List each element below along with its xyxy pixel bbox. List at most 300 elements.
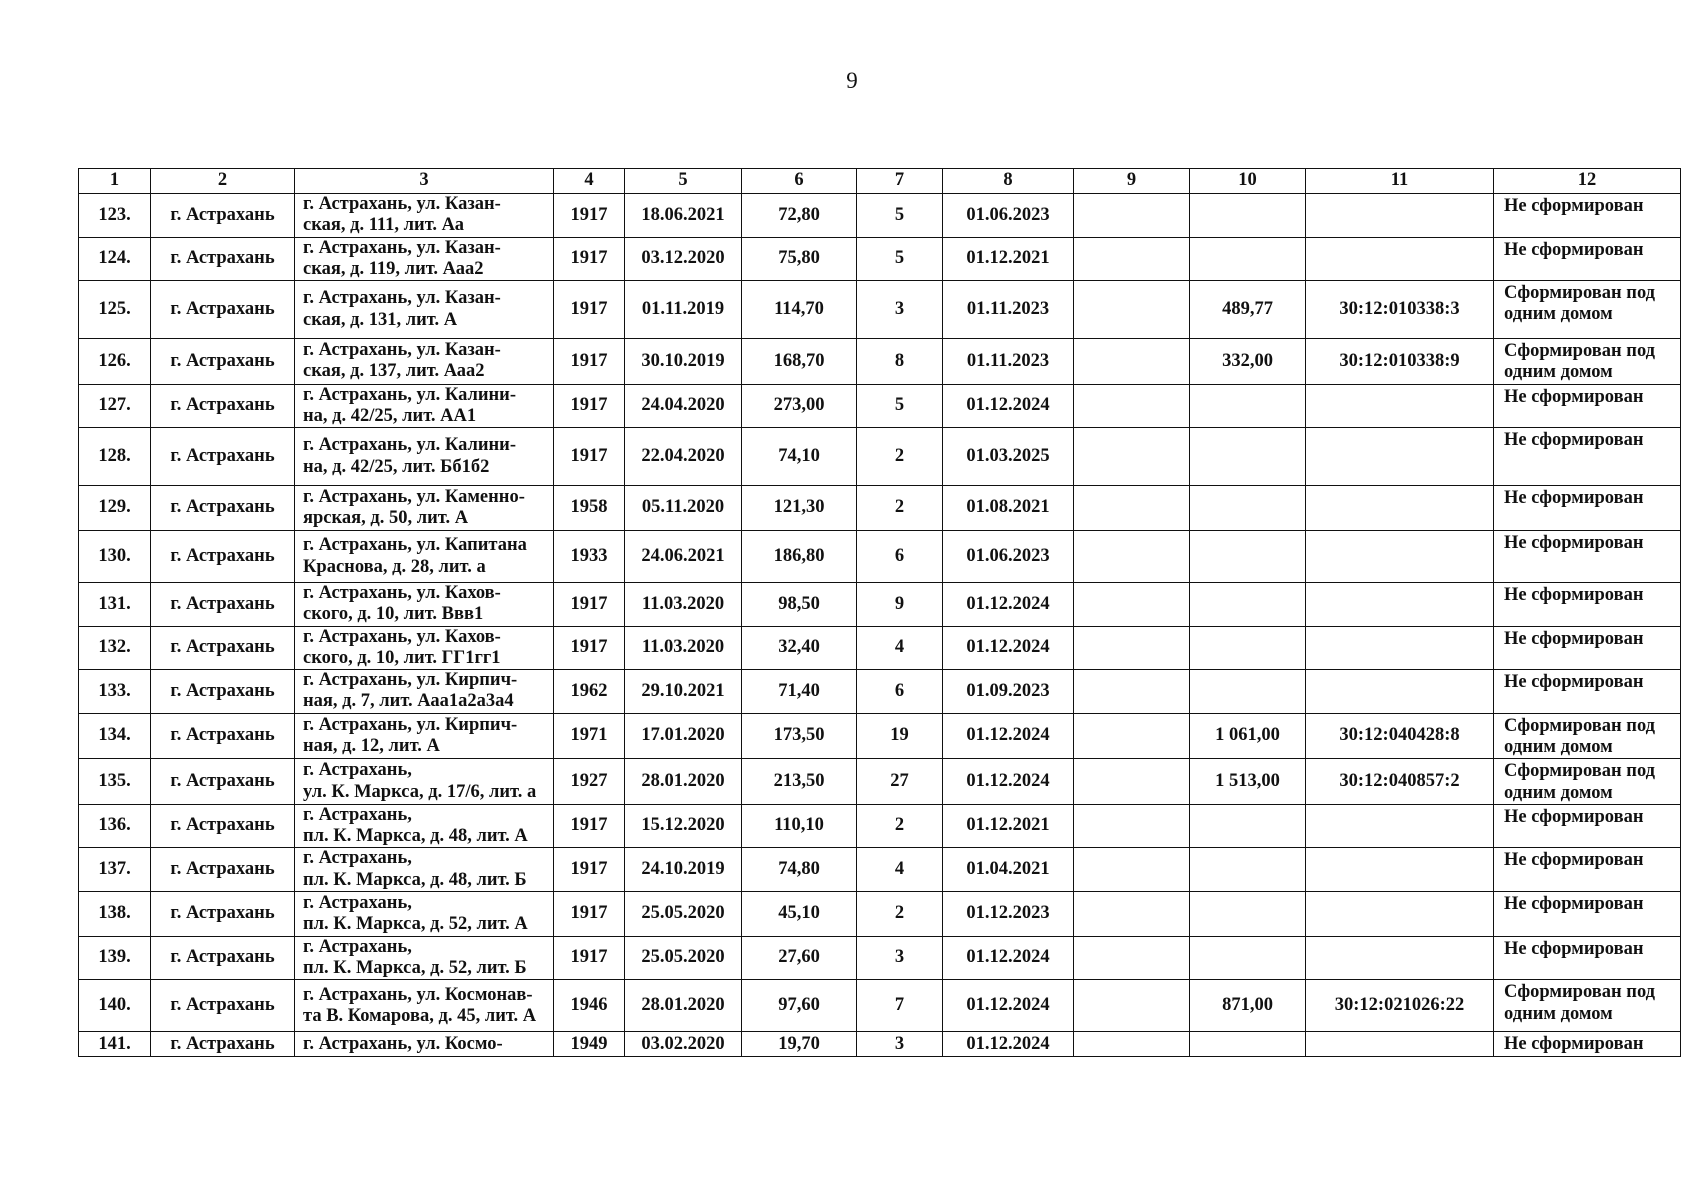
table-row [79,237,1681,281]
land-status-cell [1494,194,1681,238]
land-status-line-1: Не сформирован [1504,239,1644,260]
recognition-date: 05.11.2020 [641,497,725,518]
land-area-cell [1190,670,1306,714]
municipality: г. Астрахань [170,858,275,879]
row-number-cell [79,583,151,627]
date-cell [625,583,742,627]
column-header: 10 [1190,169,1306,194]
year-cell [554,1032,625,1057]
land-status-line-1: Не сформирован [1504,628,1644,649]
area-cell [742,936,857,980]
table-row [79,759,1681,805]
land-area-cell [1190,936,1306,980]
address-line-2: пл. К. Маркса, д. 52, лит. А [303,913,528,934]
planned-date: 01.03.2025 [966,445,1050,466]
residents-cell [857,384,943,428]
area-cell [742,281,857,339]
address-cell [295,531,554,583]
column-header: 7 [857,169,943,194]
address-line-1: г. Астрахань, ул. Калини- [303,384,516,405]
planned-date-cell [943,237,1074,281]
area-value: 19,70 [778,1033,820,1054]
year-built: 1962 [570,680,608,701]
table-row [79,626,1681,670]
date-cell [625,980,742,1032]
recognition-date: 11.03.2020 [641,593,725,614]
recognition-date: 15.12.2020 [641,815,725,836]
row-number-cell [79,759,151,805]
cadastral-number: 30:12:010338:3 [1339,298,1460,319]
address-line-2: ская, д. 119, лит. Ааа2 [303,258,484,279]
planned-date-cell [943,384,1074,428]
address-line-1: г. Астрахань, [303,936,412,957]
land-area-cell [1190,759,1306,805]
column-9-cell [1074,1032,1190,1057]
municipality: г. Астрахань [170,298,275,319]
area-value: 121,30 [773,497,825,518]
municipality-cell [151,583,295,627]
recognition-date: 24.06.2021 [641,545,725,566]
residents-count: 4 [894,858,905,879]
planned-date-cell [943,804,1074,848]
address-line-1: г. Астрахань, ул. Калини- [303,435,516,456]
cadastral-cell [1306,848,1494,892]
date-cell [625,848,742,892]
table-row [79,1032,1681,1057]
year-cell [554,713,625,759]
municipality: г. Астрахань [170,395,275,416]
cadastral-number: 30:12:010338:9 [1339,350,1460,371]
address-line-2: пл. К. Маркса, д. 48, лит. Б [303,869,527,890]
table-row [79,804,1681,848]
column-header: 1 [79,169,151,194]
column-header: 11 [1306,169,1494,194]
land-area: 871,00 [1222,995,1273,1016]
planned-date: 01.06.2023 [966,204,1050,225]
municipality-cell [151,384,295,428]
year-cell [554,281,625,339]
recognition-date: 18.06.2021 [641,204,725,225]
column-9-cell [1074,848,1190,892]
land-area: 489,77 [1222,298,1273,319]
date-cell [625,670,742,714]
column-9-cell [1074,626,1190,670]
row-number: 130. [98,545,131,566]
year-cell [554,804,625,848]
date-cell [625,1032,742,1057]
planned-date-cell [943,486,1074,531]
planned-date: 01.11.2023 [966,350,1050,371]
cadastral-cell [1306,670,1494,714]
address-line-2: ская, д. 137, лит. Ааа2 [303,361,485,382]
area-value: 168,70 [773,350,825,371]
land-area-cell [1190,980,1306,1032]
residents-cell [857,281,943,339]
residents-cell [857,891,943,936]
column-9-cell [1074,281,1190,339]
land-area-cell [1190,583,1306,627]
residents-count: 2 [894,903,905,924]
land-area-cell [1190,713,1306,759]
area-cell [742,384,857,428]
area-value: 45,10 [778,903,820,924]
row-number: 123. [98,204,131,225]
residents-count: 3 [894,947,905,968]
residents-count: 27 [890,770,909,791]
land-status-line-2: одним домом [1504,782,1613,803]
residents-count: 9 [894,593,905,614]
address-cell [295,237,554,281]
table-row [79,428,1681,486]
residents-count: 2 [894,497,905,518]
cadastral-cell [1306,384,1494,428]
land-area-cell [1190,428,1306,486]
row-number-cell [79,384,151,428]
date-cell [625,281,742,339]
row-number-cell [79,531,151,583]
land-area: 1 061,00 [1215,725,1280,746]
cadastral-cell [1306,980,1494,1032]
address-line-2: на, д. 42/25, лит. Бб1б2 [303,456,490,477]
recognition-date: 11.03.2020 [641,637,725,658]
area-cell [742,670,857,714]
recognition-date: 25.05.2020 [641,903,725,924]
residents-cell [857,670,943,714]
address-line-2: ская, д. 131, лит. А [303,309,458,330]
address-cell [295,848,554,892]
municipality: г. Астрахань [170,995,275,1016]
address-line-1: г. Астрахань, ул. Казан- [303,288,501,309]
year-built: 1917 [570,298,608,319]
municipality-cell [151,670,295,714]
recognition-date: 28.01.2020 [641,995,725,1016]
address-line-1: г. Астрахань, ул. Каменно- [303,486,525,507]
row-number: 124. [98,248,131,269]
address-cell [295,583,554,627]
planned-date: 01.04.2021 [966,858,1050,879]
land-status-cell [1494,486,1681,531]
land-status-line-1: Не сформирован [1504,850,1644,871]
land-area-cell [1190,848,1306,892]
area-cell [742,891,857,936]
row-number-cell [79,626,151,670]
residents-cell [857,713,943,759]
planned-date: 01.08.2021 [966,497,1050,518]
row-number-cell [79,1032,151,1057]
residents-count: 8 [894,350,905,371]
date-cell [625,384,742,428]
row-number-cell [79,670,151,714]
residents-cell [857,936,943,980]
address-cell [295,759,554,805]
municipality-cell [151,980,295,1032]
year-built: 1917 [570,593,608,614]
column-number-header-row [79,169,1681,194]
table-row [79,713,1681,759]
address-line-1: г. Астрахань, [303,804,412,825]
land-area-cell [1190,626,1306,670]
date-cell [625,194,742,238]
planned-date: 01.12.2024 [966,1033,1050,1054]
row-number: 137. [98,858,131,879]
residents-count: 2 [894,445,905,466]
land-status-line-2: одним домом [1504,362,1613,383]
land-status-cell [1494,583,1681,627]
recognition-date: 30.10.2019 [641,350,725,371]
recognition-date: 28.01.2020 [641,770,725,791]
residents-cell [857,759,943,805]
planned-date-cell [943,626,1074,670]
year-cell [554,848,625,892]
column-header: 2 [151,169,295,194]
planned-date: 01.12.2024 [966,770,1050,791]
area-cell [742,486,857,531]
planned-date: 01.12.2021 [966,248,1050,269]
address-line-2: ул. К. Маркса, д. 17/6, лит. а [303,781,537,802]
column-header: 6 [742,169,857,194]
land-status-line-1: Не сформирован [1504,533,1644,554]
year-built: 1946 [570,995,608,1016]
address-line-2: ского, д. 10, лит. Ввв1 [303,604,484,625]
residents-count: 5 [894,395,905,416]
land-status-cell [1494,1032,1681,1057]
address-line-1: г. Астрахань, ул. Кирпич- [303,670,518,691]
cadastral-cell [1306,713,1494,759]
address-cell [295,339,554,385]
column-header: 9 [1074,169,1190,194]
address-line-1: г. Астрахань, ул. Космонав- [303,984,533,1005]
planned-date: 01.12.2024 [966,593,1050,614]
table-row [79,891,1681,936]
land-status-cell [1494,713,1681,759]
date-cell [625,713,742,759]
land-area-cell [1190,804,1306,848]
address-line-2: на, д. 42/25, лит. АА1 [303,405,477,426]
row-number-cell [79,891,151,936]
municipality-cell [151,531,295,583]
area-value: 75,80 [778,248,820,269]
column-9-cell [1074,384,1190,428]
land-area-cell [1190,1032,1306,1057]
address-cell [295,194,554,238]
column-header: 5 [625,169,742,194]
residents-cell [857,237,943,281]
planned-date-cell [943,670,1074,714]
area-cell [742,1032,857,1057]
area-value: 186,80 [773,545,825,566]
land-status-cell [1494,384,1681,428]
area-cell [742,713,857,759]
column-header: 12 [1494,169,1681,194]
municipality: г. Астрахань [170,770,275,791]
municipality: г. Астрахань [170,248,275,269]
municipality-cell [151,713,295,759]
land-status-line-1: Сформирован под [1504,283,1656,304]
address-line-2: пл. К. Маркса, д. 48, лит. А [303,826,528,847]
land-status-cell [1494,626,1681,670]
date-cell [625,237,742,281]
row-number-cell [79,339,151,385]
year-built: 1917 [570,947,608,968]
housing-registry-table [78,168,1681,1057]
row-number: 135. [98,770,131,791]
land-area-cell [1190,384,1306,428]
address-cell [295,384,554,428]
table-row [79,980,1681,1032]
planned-date: 01.12.2024 [966,395,1050,416]
column-9-cell [1074,237,1190,281]
cadastral-cell [1306,339,1494,385]
address-line-2: ная, д. 7, лит. Ааа1а2а3а4 [303,691,514,712]
column-9-cell [1074,891,1190,936]
row-number: 139. [98,947,131,968]
land-area-cell [1190,891,1306,936]
row-number-cell [79,486,151,531]
column-9-cell [1074,936,1190,980]
address-line-1: г. Астрахань, ул. Казан- [303,237,501,258]
area-cell [742,759,857,805]
land-status-cell [1494,936,1681,980]
land-status-cell [1494,759,1681,805]
land-status-line-1: Не сформирован [1504,672,1644,693]
row-number: 131. [98,593,131,614]
address-cell [295,936,554,980]
year-cell [554,626,625,670]
land-status-line-1: Не сформирован [1504,938,1644,959]
year-built: 1917 [570,395,608,416]
area-value: 98,50 [778,593,820,614]
address-cell [295,804,554,848]
address-line-2: пл. К. Маркса, д. 52, лит. Б [303,958,527,979]
address-line-1: г. Астрахань, [303,892,412,913]
row-number: 128. [98,445,131,466]
row-number: 125. [98,298,131,319]
area-cell [742,804,857,848]
residents-count: 7 [894,995,905,1016]
municipality-cell [151,194,295,238]
table-body [79,194,1681,1057]
year-built: 1917 [570,637,608,658]
area-value: 72,80 [778,204,820,225]
area-cell [742,531,857,583]
residents-cell [857,1032,943,1057]
column-9-cell [1074,713,1190,759]
address-line-1: г. Астрахань, ул. Космо- [303,1033,503,1054]
year-cell [554,759,625,805]
address-cell [295,626,554,670]
planned-date-cell [943,936,1074,980]
column-9-cell [1074,759,1190,805]
municipality: г. Астрахань [170,815,275,836]
area-cell [742,583,857,627]
residents-count: 5 [894,204,905,225]
cadastral-cell [1306,759,1494,805]
table-row [79,936,1681,980]
column-9-cell [1074,339,1190,385]
row-number-cell [79,980,151,1032]
planned-date-cell [943,428,1074,486]
land-status-line-1: Не сформирован [1504,196,1644,216]
residents-cell [857,848,943,892]
address-cell [295,670,554,714]
planned-date-cell [943,891,1074,936]
residents-cell [857,428,943,486]
date-cell [625,428,742,486]
address-line-1: г. Астрахань, [303,848,412,869]
residents-cell [857,626,943,670]
area-value: 173,50 [773,725,825,746]
recognition-date: 22.04.2020 [641,445,725,466]
address-line-1: г. Астрахань, ул. Кирпич- [303,714,518,735]
year-built: 1927 [570,770,608,791]
year-cell [554,384,625,428]
address-line-1: г. Астрахань, ул. Капитана [303,535,527,556]
row-number: 141. [98,1033,131,1054]
residents-cell [857,804,943,848]
municipality: г. Астрахань [170,1033,275,1054]
land-status-cell [1494,339,1681,385]
cadastral-cell [1306,428,1494,486]
area-cell [742,428,857,486]
land-status-cell [1494,980,1681,1032]
address-cell [295,891,554,936]
residents-count: 6 [894,680,905,701]
table-row [79,339,1681,385]
year-cell [554,583,625,627]
table-row [79,531,1681,583]
address-cell [295,486,554,531]
column-9-cell [1074,428,1190,486]
land-status-line-2: одним домом [1504,304,1613,325]
column-9-cell [1074,486,1190,531]
residents-cell [857,194,943,238]
row-number-cell [79,237,151,281]
area-value: 213,50 [773,770,825,791]
year-built: 1917 [570,815,608,836]
table-row [79,281,1681,339]
land-status-line-1: Сформирован под [1504,715,1656,736]
column-9-cell [1074,583,1190,627]
year-cell [554,428,625,486]
area-cell [742,237,857,281]
cadastral-cell [1306,531,1494,583]
address-line-1: г. Астрахань, ул. Кахов- [303,583,501,604]
year-cell [554,486,625,531]
municipality-cell [151,759,295,805]
row-number: 140. [98,995,131,1016]
residents-count: 5 [894,248,905,269]
area-value: 273,00 [773,395,825,416]
land-status-cell [1494,891,1681,936]
row-number-cell [79,428,151,486]
cadastral-cell [1306,486,1494,531]
row-number: 138. [98,903,131,924]
municipality: г. Астрахань [170,637,275,658]
address-cell [295,713,554,759]
planned-date-cell [943,759,1074,805]
cadastral-cell [1306,281,1494,339]
area-value: 27,60 [778,947,820,968]
year-built: 1917 [570,350,608,371]
land-status-cell [1494,237,1681,281]
cadastral-cell [1306,583,1494,627]
row-number: 127. [98,395,131,416]
municipality-cell [151,626,295,670]
year-built: 1917 [570,248,608,269]
residents-count: 19 [890,725,909,746]
land-status-line-2: одним домом [1504,1003,1613,1024]
land-status-cell [1494,428,1681,486]
